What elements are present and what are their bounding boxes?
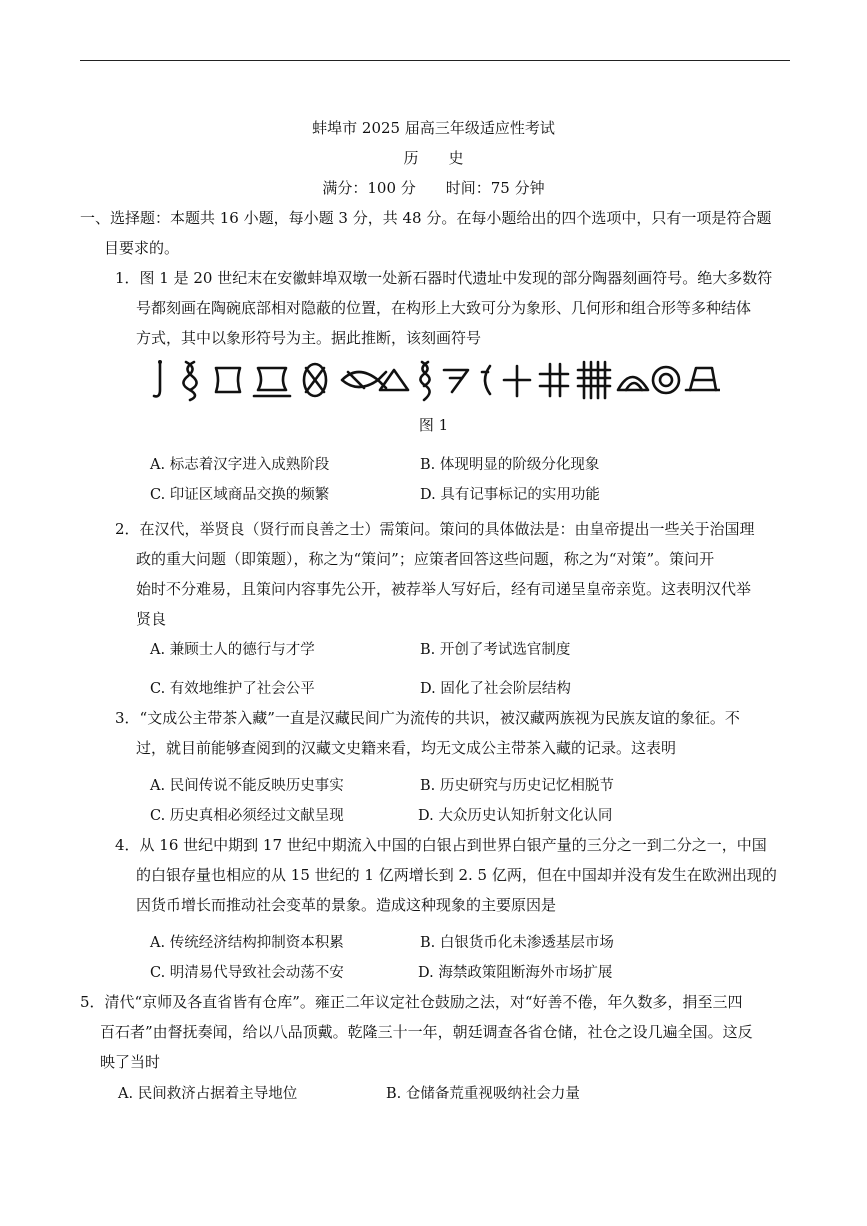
q3-option-d: D. 大众历史认知折射文化认同 [418, 808, 613, 824]
pedestal-glyph [686, 368, 720, 390]
exam-title: 蚌埠市 2025 届高三年级适应性考试 [312, 119, 555, 137]
q1-line2: 号都刻画在陶碗底部相对隐蔽的位置，在构形上大致可分为象形、几何形和组合形等多种结体 [136, 299, 752, 317]
q1-option-a: A. 标志着汉字进入成熟阶段 [150, 457, 330, 473]
cross-glyph [504, 366, 530, 396]
double-cross-glyph [540, 364, 568, 396]
q3-line1: 3．“文成公主带茶入藏”一直是汉藏民间广为流传的共识，被汉藏两族视为民族友谊的象征。不 [115, 709, 740, 727]
figure-1-carved-symbols [150, 358, 720, 402]
section-instructions-line2: 目要求的。 [104, 239, 180, 257]
q1-option-b: B. 体现明显的阶级分化现象 [420, 457, 600, 473]
q2-option-d: D. 固化了社会阶层结构 [420, 681, 571, 697]
q1-line1: 1．图 1 是 20 世纪末在安徽蚌埠双墩一处新石器时代遗址中发现的部分陶器刻画符号。绝大多数符 [115, 269, 773, 287]
arch-glyph [618, 377, 648, 390]
q2-line2: 政的重大问题（即策题），称之为“策问”；应策者回答这些问题，称之为“对策”。策问开 [136, 550, 715, 568]
q4-option-c: C. 明清易代导致社会动荡不安 [150, 965, 344, 981]
crossed-circle-glyph [304, 364, 326, 396]
bird-glyph [444, 370, 468, 392]
q2-option-a: A. 兼顾士人的德行与才学 [150, 642, 315, 658]
q5-option-b: B. 仓储备荒重视吸纳社会力量 [386, 1086, 580, 1102]
square-glyph [216, 368, 240, 392]
section-instructions-line1: 一、选择题：本题共 16 小题，每小题 3 分，共 48 分。在每小题给出的四个选项中，只有一项是符合题 [80, 209, 772, 227]
q2-option-c: C. 有效地维护了社会公平 [150, 681, 315, 697]
q3-line2: 过，就目前能够查阅到的汉藏文史籍来看，均无文成公主带茶入藏的记录。这表明 [136, 739, 677, 757]
q4-option-b: B. 白银货币化未渗透基层市场 [420, 935, 614, 951]
q3-option-a: A. 民间传说不能反映历史事实 [150, 778, 344, 794]
figure-caption: 图 1 [418, 416, 449, 434]
q5-line2: 百石者”由督抚奏闻，给以八品顶戴。乾隆三十一年，朝廷调查各省仓储，社仓之设几遍全国。这反 [100, 1023, 753, 1041]
exam-score-time: 满分：100 分 时间：75 分钟 [322, 179, 545, 197]
exam-subject: 历 史 [403, 149, 464, 167]
q2-line3: 始时不分难易，且策问内容事先公开，被荐举人写好后，经有司递呈皇帝亲览。这表明汉代举 [136, 580, 752, 598]
q2-option-b: B. 开创了考试选官制度 [420, 642, 571, 658]
q3-option-c: C. 历史真相必须经过文献呈现 [150, 808, 344, 824]
grid-glyph [578, 362, 610, 398]
q4-option-a: A. 传统经济结构抑制资本积累 [150, 935, 344, 951]
q5-option-a: A. 民间救济占据着主导地位 [118, 1086, 298, 1102]
bowl-glyph [254, 368, 290, 396]
hook-glyph [154, 360, 162, 396]
fish-glyph [342, 372, 386, 388]
q2-line4: 贤良 [136, 610, 167, 628]
q5-line3: 映了当时 [100, 1053, 161, 1071]
curve-glyph [482, 366, 490, 394]
q1-option-c: C. 印证区域商品交换的频繁 [150, 487, 330, 503]
q1-line3: 方式，其中以象形符号为主。据此推断，该刻画符号 [136, 329, 482, 347]
q3-option-b: B. 历史研究与历史记忆相脱节 [420, 778, 614, 794]
q4-line1: 4．从 16 世纪中期到 17 世纪中期流入中国的白银占到世界白银产量的三分之一到二分之一，中国 [115, 836, 767, 854]
concentric-circle-glyph [653, 367, 679, 393]
q4-line3: 因货币增长而推动社会变革的景象。造成这种现象的主要原因是 [136, 896, 557, 914]
q4-option-d: D. 海禁政策阻断海外市场扩展 [418, 965, 613, 981]
q2-line1: 2．在汉代，举贤良（贤行而良善之士）需策问。策问的具体做法是：由皇帝提出一些关于治国理 [115, 520, 755, 538]
q1-option-d: D. 具有记事标记的实用功能 [420, 487, 600, 503]
q4-line2: 的白银存量也相应的从 15 世纪的 1 亿两增长到 2. 5 亿两，但在中国却并没有发生在欧洲出现的 [136, 866, 777, 884]
q5-line1: 5．清代“京师及各直省皆有仓库”。雍正二年议定社仓鼓励之法，对“好善不倦，年久数多，捐至三四 [80, 993, 743, 1011]
braid-glyph [420, 362, 429, 400]
twisted-rope-glyph [183, 362, 196, 400]
header-rule [80, 60, 790, 61]
